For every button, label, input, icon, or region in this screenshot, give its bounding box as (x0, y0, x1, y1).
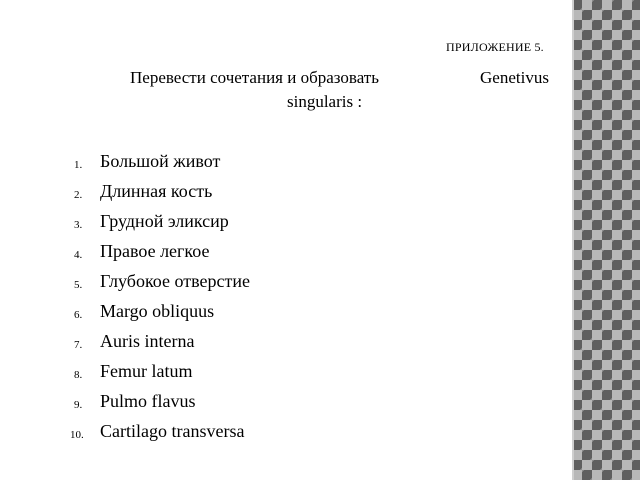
list-item-text: Длинная кость (100, 181, 213, 201)
list-item-text: Margo obliquus (100, 301, 215, 321)
appendix-label: ПРИЛОЖЕНИЕ 5. (446, 40, 544, 54)
list-item-number: 6. (74, 309, 83, 321)
task-text-genetivus: Genetivus (480, 68, 549, 87)
list-item-number: 7. (74, 339, 83, 351)
decorative-side-pattern (572, 0, 640, 480)
list-item-text: Cartilago transversa (100, 421, 245, 441)
list-item-number: 2. (74, 189, 83, 201)
task-text-line-2: singularis : (287, 92, 363, 111)
list-item-number: 1. (74, 159, 83, 171)
list-item-text: Большой живот (100, 151, 221, 171)
list-item-text: Грудной эликсир (100, 211, 229, 231)
list-item-number: 10. (70, 429, 84, 441)
list-item-text: Femur latum (100, 361, 193, 381)
list-item-number: 8. (74, 369, 83, 381)
list-item-text: Auris interna (100, 331, 195, 351)
list-item-number: 3. (74, 219, 83, 231)
list-item-number: 5. (74, 279, 83, 291)
task-text-line-1: Перевести сочетания и образовать (130, 68, 379, 87)
list-item-text: Pulmo flavus (100, 391, 196, 411)
list-item-text: Правое легкое (100, 241, 210, 261)
list-item-text: Глубокое отверстие (100, 271, 250, 291)
list-item-number: 4. (74, 249, 83, 261)
list-item-number: 9. (74, 399, 83, 411)
